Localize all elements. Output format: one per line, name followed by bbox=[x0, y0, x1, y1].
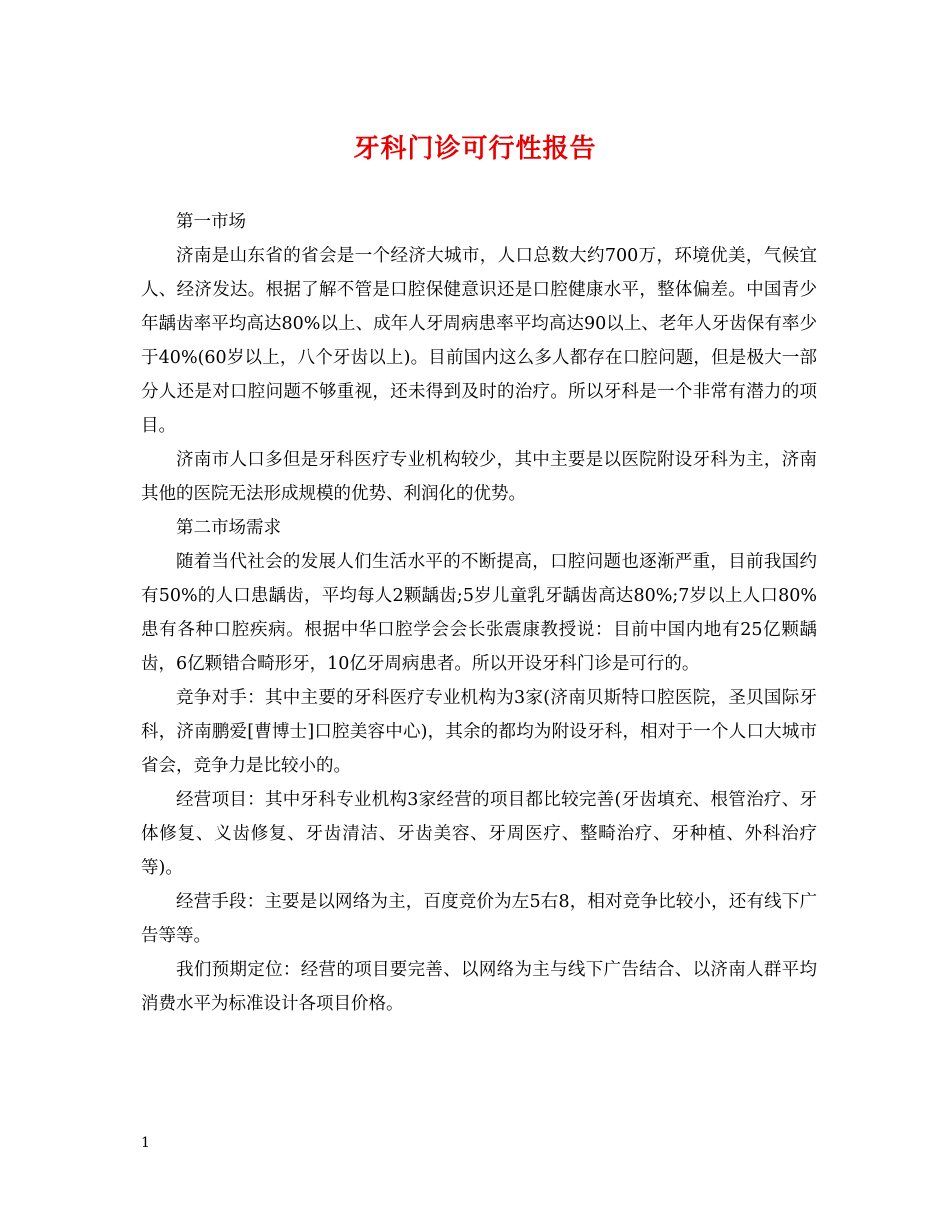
page-number: 1 bbox=[141, 1135, 150, 1151]
paragraph-section-heading-demand: 第二市场需求 bbox=[176, 518, 281, 538]
paragraph-jinan-institutions: 济南市人口多但是牙科医疗专业机构较少，其中主要是以医院附设牙科为主，济南其他的医院无法形成规模的优势、利润化的优势。 bbox=[141, 450, 817, 504]
paragraph-section-heading-market: 第一市场 bbox=[176, 212, 246, 232]
paragraph-business-items: 经营项目：其中牙科专业机构3家经营的项目都比较完善(牙齿填充、根管治疗、牙体修复、义齿修复、牙齿清洁、牙齿美容、牙周医疗、整畸治疗、牙种植、外科治疗等)。 bbox=[141, 790, 817, 878]
paragraph-competitors: 竞争对手：其中主要的牙科医疗专业机构为3家(济南贝斯特口腔医院，圣贝国际牙科，济南鹏爱[曹博士]口腔美容中心)，其余的都均为附设牙科，相对于一个人口大城市省会，竞争力是比较小的。 bbox=[141, 688, 817, 776]
paragraph-jinan-overview: 济南是山东省的省会是一个经济大城市，人口总数大约700万，环境优美，气候宜人、经济发达。根据了解不管是口腔保健意识还是口腔健康水平，整体偏差。中国青少年龋齿率平均高达80%以上、成年人牙周病患率平均高达90以上、老年人牙齿保有率少于40%(60岁以上，八个牙齿以上)。目前国内这么多人都存在口腔问题，但是极大一部分人还是对口腔问题不够重视，还未得到及时的治疗。所以牙科是一个非常有潜力的项目。 bbox=[141, 246, 817, 436]
document-title: 牙科门诊可行性报告 bbox=[353, 134, 597, 164]
document-body bbox=[141, 205, 817, 1021]
paragraph-business-methods: 经营手段：主要是以网络为主，百度竞价为左5右8，相对竞争比较小，还有线下广告等等。 bbox=[141, 892, 817, 946]
paragraph-positioning: 我们预期定位：经营的项目要完善、以网络为主与线下广告结合、以济南人群平均消费水平为标准设计各项目价格。 bbox=[141, 960, 817, 1014]
paragraph-demand-statistics: 随着当代社会的发展人们生活水平的不断提高，口腔问题也逐渐严重，目前我国约有50%的人口患龋齿，平均每人2颗龋齿;5岁儿童乳牙龋齿高达80%;7岁以上人口80%患有各种口腔疾病。根据中华口腔学会会长张震康教授说：目前中国内地有25亿颗龋齿，6亿颗错合畸形牙，10亿牙周病患者。所以开设牙科门诊是可行的。 bbox=[141, 552, 817, 674]
